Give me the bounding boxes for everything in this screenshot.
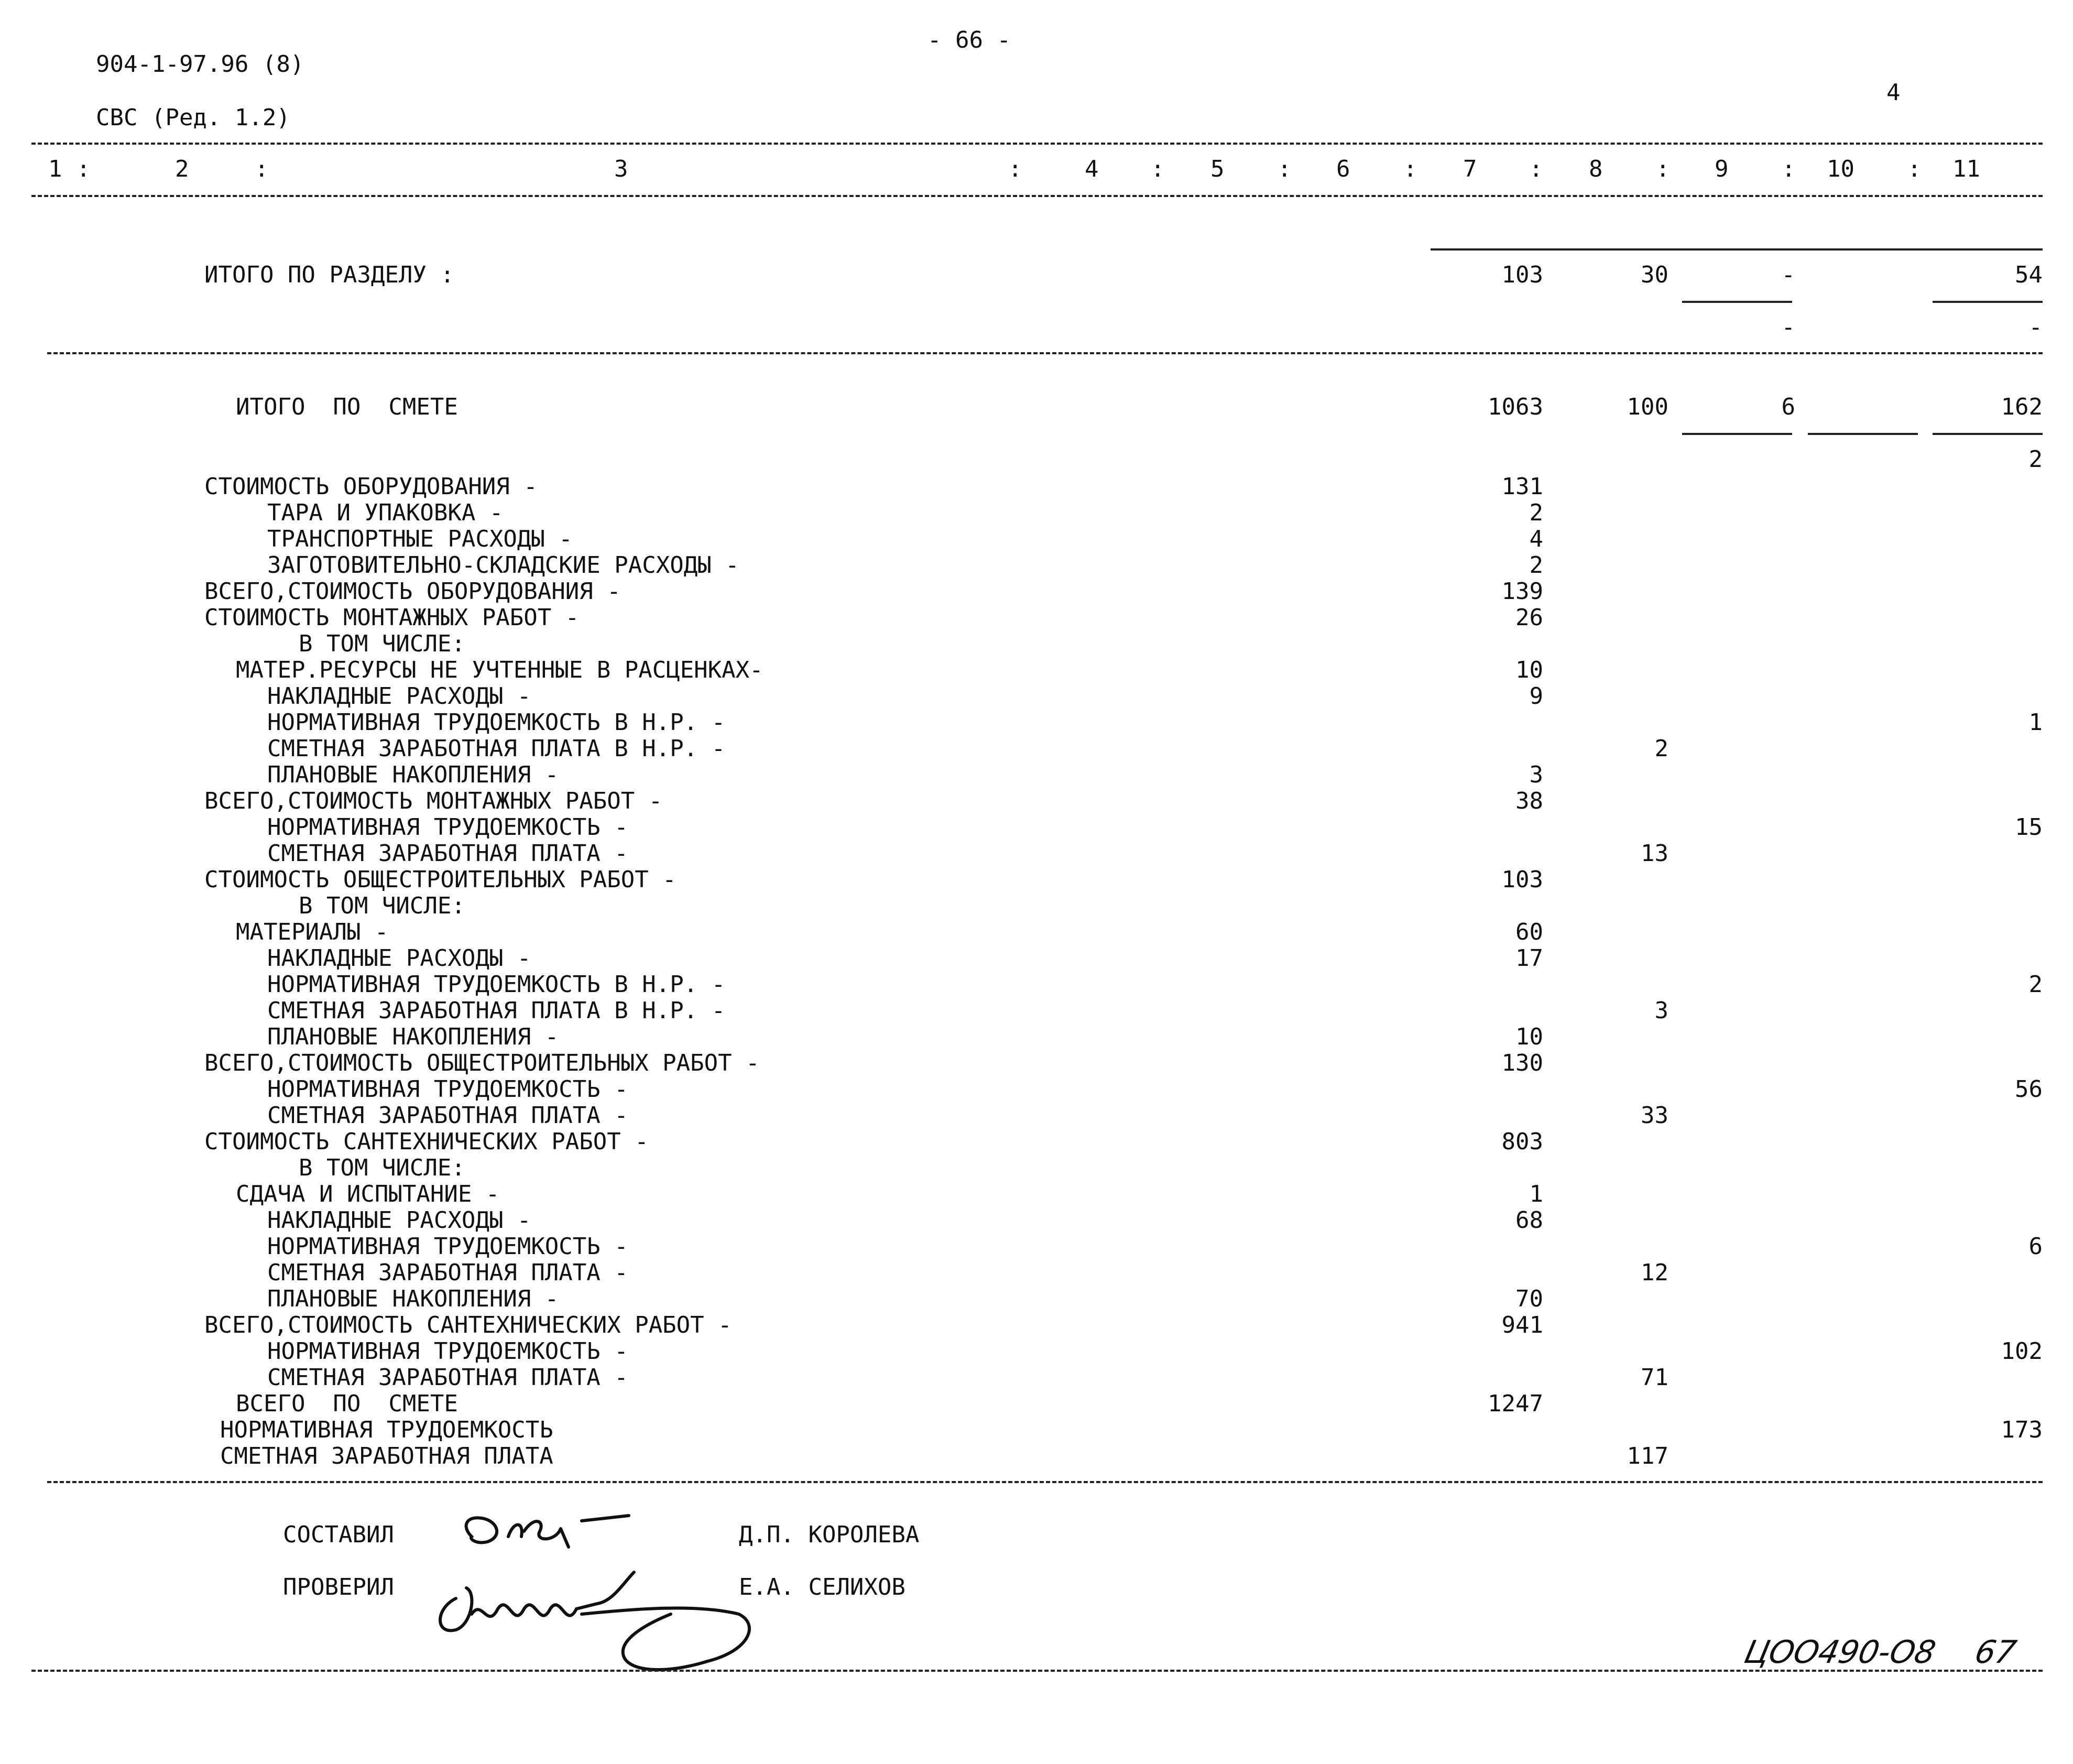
col-separator: : (1782, 156, 1796, 182)
page-number: - 66 - (928, 27, 1011, 53)
row-col7: 2 (1529, 552, 1543, 579)
row-label: СТОИМОСТЬ ОБЩЕСТРОИТЕЛЬНЫХ РАБОТ - (204, 866, 677, 893)
row-label: НОРМАТИВНАЯ ТРУДОЕМКОСТЬ В Н.Р. - (267, 709, 726, 736)
row-label: СМЕТНАЯ ЗАРАБОТНАЯ ПЛАТА В Н.Р. - (267, 735, 726, 762)
row-col7: 4 (1529, 526, 1543, 552)
column-6: 6 (1336, 156, 1350, 182)
estimate-total-col9: 6 (1781, 394, 1795, 420)
estimate-total-col11-below: 2 (2028, 446, 2043, 473)
row-col11: 2 (2028, 971, 2043, 998)
row-col7: 70 (1515, 1286, 1543, 1312)
section-total-col9-below: - (1781, 314, 1795, 341)
row-col7: 2 (1529, 499, 1543, 526)
estimate-total-col9-rule (1682, 433, 1792, 435)
row-col11: 173 (2001, 1417, 2043, 1443)
header-top-rule (31, 143, 2043, 145)
column-8: 8 (1589, 156, 1603, 182)
row-label: МАТЕРИАЛЫ - (236, 919, 389, 945)
row-label: СМЕТНАЯ ЗАРАБОТНАЯ ПЛАТА - (267, 1259, 628, 1286)
col-separator: : (1529, 156, 1543, 182)
corner-number: 4 (1886, 79, 1901, 106)
estimate-total-col8: 100 (1627, 394, 1668, 420)
row-col7: 60 (1515, 919, 1543, 945)
row-col11: 6 (2028, 1233, 2043, 1260)
estimate-total-col11: 162 (2001, 394, 2043, 420)
column-4: 4 (1085, 156, 1099, 182)
row-col7: 10 (1515, 657, 1543, 683)
row-col7: 1247 (1488, 1390, 1543, 1417)
column-7: 7 (1463, 156, 1477, 182)
row-col8: 117 (1627, 1443, 1668, 1469)
table-end-rule (47, 1481, 2043, 1483)
header-bottom-rule (31, 195, 2043, 197)
row-label: НАКЛАДНЫЕ РАСХОДЫ - (267, 683, 531, 710)
row-col7: 10 (1515, 1023, 1543, 1050)
row-col8: 2 (1654, 735, 1668, 762)
row-col7: 9 (1529, 683, 1543, 710)
column-3: 3 (614, 156, 628, 182)
handwritten-page: 67 (1971, 1634, 2020, 1671)
row-label: В ТОМ ЧИСЛЕ: (299, 892, 465, 919)
compiled-label: СОСТАВИЛ (283, 1521, 394, 1548)
row-col7: 1 (1529, 1181, 1543, 1207)
col-separator: : (1907, 156, 1922, 182)
col-separator: : (1008, 156, 1022, 182)
column-1: 1 (48, 156, 62, 182)
row-col7: 68 (1515, 1207, 1543, 1234)
section-total-col11-below: - (2028, 314, 2043, 341)
column-11: 11 (1952, 156, 1980, 182)
section-total-top-rule (1431, 248, 2043, 251)
row-label: ВСЕГО ПО СМЕТЕ (236, 1390, 458, 1417)
section-divider-rule (47, 352, 2043, 354)
section-total-col9-rule (1682, 301, 1792, 303)
row-label: СДАЧА И ИСПЫТАНИЕ - (236, 1181, 500, 1207)
col-separator: : (1403, 156, 1417, 182)
row-col7: 139 (1501, 578, 1543, 605)
row-label: ТАРА И УПАКОВКА - (267, 499, 504, 526)
row-label: СТОИМОСТЬ САНТЕХНИЧЕСКИХ РАБОТ - (204, 1128, 649, 1155)
row-label: СМЕТНАЯ ЗАРАБОТНАЯ ПЛАТА (220, 1443, 553, 1469)
row-label: ТРАНСПОРТНЫЕ РАСХОДЫ - (267, 526, 573, 552)
row-label: В ТОМ ЧИСЛЕ: (299, 630, 465, 657)
row-label: НАКЛАДНЫЕ РАСХОДЫ - (267, 1207, 531, 1234)
checked-name: Е.А. СЕЛИХОВ (739, 1574, 905, 1600)
handwritten-code: ЦОО490-О8 (1741, 1634, 1939, 1671)
row-label: НОРМАТИВНАЯ ТРУДОЕМКОСТЬ - (267, 814, 628, 841)
row-label: СМЕТНАЯ ЗАРАБОТНАЯ ПЛАТА - (267, 840, 628, 867)
row-label: НАКЛАДНЫЕ РАСХОДЫ - (267, 945, 531, 972)
section-total-col8: 30 (1641, 262, 1668, 288)
signature-checked (424, 1551, 770, 1677)
col-separator: : (1656, 156, 1670, 182)
row-label: СТОИМОСТЬ ОБОРУДОВАНИЯ - (204, 473, 538, 500)
row-col11: 56 (2015, 1076, 2043, 1103)
section-total-col9: - (1781, 262, 1795, 288)
row-label: НОРМАТИВНАЯ ТРУДОЕМКОСТЬ - (267, 1233, 628, 1260)
row-col7: 38 (1515, 788, 1543, 814)
col-separator: : (77, 156, 91, 182)
row-label: ВСЕГО,СТОИМОСТЬ САНТЕХНИЧЕСКИХ РАБОТ - (204, 1312, 732, 1338)
section-total-col11-rule (1933, 301, 2043, 303)
estimate-total-col7: 1063 (1488, 394, 1543, 420)
row-label: СМЕТНАЯ ЗАРАБОТНАЯ ПЛАТА - (267, 1364, 628, 1391)
row-col7: 130 (1501, 1050, 1543, 1076)
row-label: НОРМАТИВНАЯ ТРУДОЕМКОСТЬ - (267, 1076, 628, 1103)
row-label: НОРМАТИВНАЯ ТРУДОЕМКОСТЬ В Н.Р. - (267, 971, 726, 998)
row-label: СМЕТНАЯ ЗАРАБОТНАЯ ПЛАТА В Н.Р. - (267, 997, 726, 1024)
document-code: 904-1-97.96 (8) (96, 51, 304, 78)
section-total-col7: 103 (1501, 262, 1543, 288)
row-col7: 3 (1529, 761, 1543, 788)
estimate-total-col10-rule (1808, 433, 1918, 435)
row-col7: 26 (1515, 604, 1543, 631)
column-10: 10 (1827, 156, 1854, 182)
system-version: СВС (Ред. 1.2) (96, 104, 290, 131)
estimate-total-col11-rule (1933, 433, 2043, 435)
row-col7: 17 (1515, 945, 1543, 972)
col-separator: : (255, 156, 269, 182)
row-col11: 102 (2001, 1338, 2043, 1365)
row-label: НОРМАТИВНАЯ ТРУДОЕМКОСТЬ (220, 1417, 553, 1443)
row-label: СМЕТНАЯ ЗАРАБОТНАЯ ПЛАТА - (267, 1102, 628, 1129)
row-col8: 33 (1641, 1102, 1668, 1129)
column-2: 2 (175, 156, 189, 182)
row-label: ПЛАНОВЫЕ НАКОПЛЕНИЯ - (267, 761, 559, 788)
row-label: В ТОМ ЧИСЛЕ: (299, 1155, 465, 1181)
column-9: 9 (1715, 156, 1729, 182)
row-col7: 131 (1501, 473, 1543, 500)
col-separator: : (1278, 156, 1292, 182)
row-col8: 12 (1641, 1259, 1668, 1286)
col-separator: : (1151, 156, 1165, 182)
row-col8: 3 (1654, 997, 1668, 1024)
row-label: ЗАГОТОВИТЕЛЬНО-СКЛАДСКИЕ РАСХОДЫ - (267, 552, 739, 579)
section-total-label: ИТОГО ПО РАЗДЕЛУ : (204, 262, 454, 288)
row-label: МАТЕР.РЕСУРСЫ НЕ УЧТЕННЫЕ В РАСЦЕНКАХ- (236, 657, 763, 683)
checked-label: ПРОВЕРИЛ (283, 1574, 394, 1600)
row-col11: 1 (2028, 709, 2043, 736)
compiled-name: Д.П. КОРОЛЕВА (739, 1521, 920, 1548)
row-label: ВСЕГО,СТОИМОСТЬ ОБЩЕСТРОИТЕЛЬНЫХ РАБОТ - (204, 1050, 760, 1076)
row-col8: 71 (1641, 1364, 1668, 1391)
section-total-col11: 54 (2015, 262, 2043, 288)
column-5: 5 (1210, 156, 1225, 182)
row-col11: 15 (2015, 814, 2043, 841)
row-col7: 941 (1501, 1312, 1543, 1338)
row-col7: 803 (1501, 1128, 1543, 1155)
row-label: ПЛАНОВЫЕ НАКОПЛЕНИЯ - (267, 1023, 559, 1050)
estimate-total-label: ИТОГО ПО СМЕТЕ (236, 394, 458, 420)
row-label: ПЛАНОВЫЕ НАКОПЛЕНИЯ - (267, 1286, 559, 1312)
row-col7: 103 (1501, 866, 1543, 893)
row-col8: 13 (1641, 840, 1668, 867)
row-label: ВСЕГО,СТОИМОСТЬ ОБОРУДОВАНИЯ - (204, 578, 621, 605)
row-label: СТОИМОСТЬ МОНТАЖНЫХ РАБОТ - (204, 604, 580, 631)
footer-rule (31, 1670, 2043, 1672)
row-label: НОРМАТИВНАЯ ТРУДОЕМКОСТЬ - (267, 1338, 628, 1365)
row-label: ВСЕГО,СТОИМОСТЬ МОНТАЖНЫХ РАБОТ - (204, 788, 663, 814)
